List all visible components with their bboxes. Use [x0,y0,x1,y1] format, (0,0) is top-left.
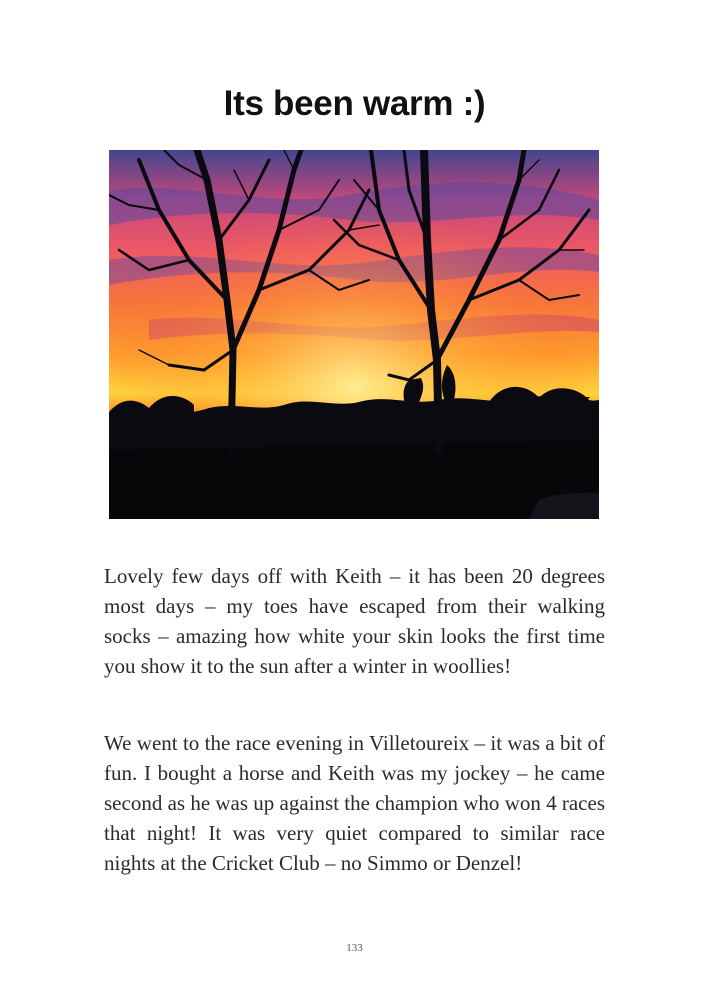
page-title: Its been warm :) [223,84,486,123]
sunset-tree-silhouette-photo [109,150,599,519]
page-number: 133 [346,942,363,954]
paragraph-1: Lovely few days off with Keith – it has been 20 degrees most days – my toes have escaped from their walking socks – amazing how white your skin looks the first time you show it to the sun after a winter in woollies! [104,564,605,678]
paragraph-2: We went to the race evening in Villetoureix – it was a bit of fun. I bought a horse and Keith was my jockey – he came second as he was up against the champion who won 4 races that night! It was very quiet compared to similar race nights at the Cricket Club – no Simmo or Denzel! [104,731,605,875]
